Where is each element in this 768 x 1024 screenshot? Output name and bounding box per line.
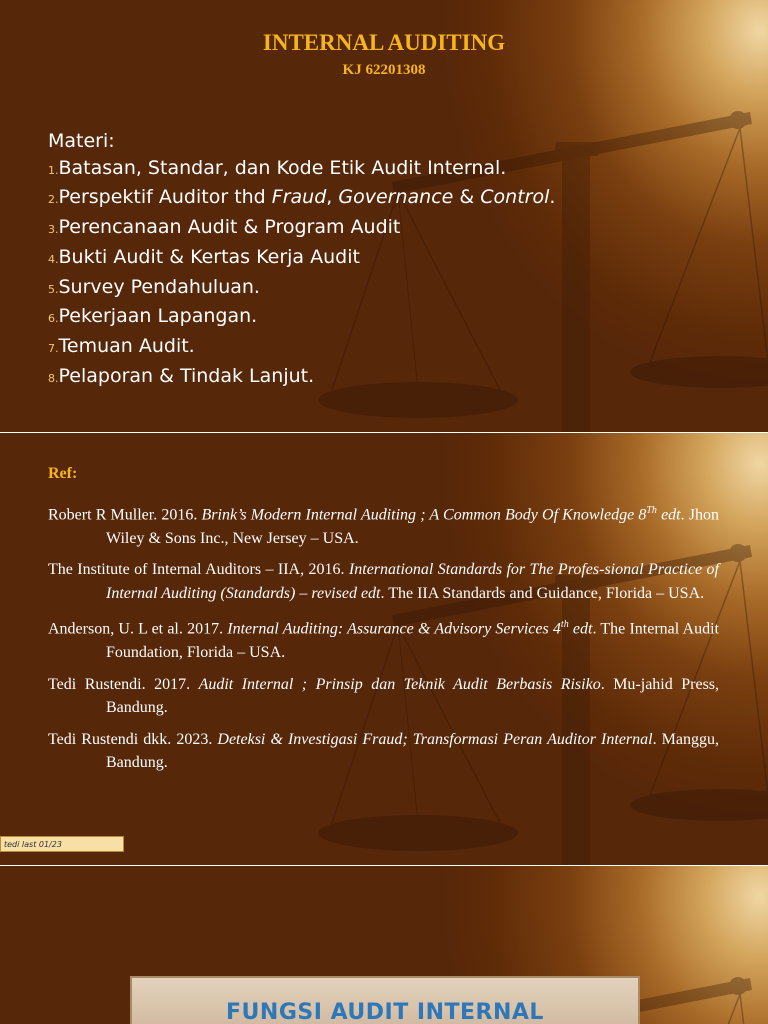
materi-item [48,155,555,185]
text-run: Perspektif Auditor thd [58,186,272,209]
text-run: Perencanaan Audit & Program Audit [58,216,401,239]
text-run: . The Internal Audit Foundation, Florida – USA. [106,620,719,662]
slide-3-title: FUNGSI AUDIT INTERNAL [226,1000,544,1024]
text-run: . Manggu, Bandung. [106,730,720,772]
item-number: 4. [48,252,59,266]
text-run: edt [568,620,593,638]
item-number: 5. [48,282,59,296]
text-run: Pekerjaan Lapangan. [58,305,258,328]
materi-item [48,274,555,304]
text-run: Robert R Muller. 2016. [48,506,202,524]
text-run: Survey Pendahuluan. [58,275,260,298]
reference-entry [48,613,719,664]
slide-title: INTERNAL AUDITING [262,30,506,55]
item-number: 7. [48,341,59,355]
text-run: Tedi Rustendi. 2017. [48,675,199,693]
reference-entry [48,728,719,775]
text-run: . Jhon Wiley & Sons Inc., New Jersey – USA. [106,506,720,547]
text-run: International Standards for The Profes-sional Practice of Internal Auditing (Standards) – revised edt [106,561,719,602]
materi-item [48,303,555,333]
materi-label: Materi: [48,130,115,152]
reference-list [48,499,719,783]
text-run: Governance [338,186,454,209]
text-run: . The IIA Standards and Guidance, Florida – USA. [380,584,705,602]
text-run: th [560,619,569,631]
slide-2 [0,433,768,865]
text-run: Fraud [271,186,327,209]
reference-entry [48,558,719,605]
text-run: Th [646,505,657,516]
materi-item [48,244,555,274]
slide-3-title-box [130,976,640,1024]
reference-entry [48,499,719,550]
text-run: , [326,186,339,209]
text-run: Control [480,186,550,209]
item-number: 2. [48,193,59,207]
item-number: 1. [48,163,59,177]
text-run: . Mu-jahid Press, Bandung. [106,675,720,717]
text-run: Deteksi & Investigasi Fraud; Transformasi Peran Auditor Internal [217,730,653,748]
text-run: Bukti Audit & Kertas Kerja Audit [58,245,360,268]
text-run: Brink’s Modern Internal Auditing ; A Common Body Of Knowledge 8 [201,506,647,524]
materi-item [48,214,555,244]
item-number: 8. [48,371,59,385]
text-run: Temuan Audit. [58,334,195,357]
materi-item [48,184,555,214]
course-code: KJ 62201308 [342,62,426,78]
materi-list [48,128,555,392]
ref-heading: Ref: [48,465,78,482]
text-run: edt [656,506,681,524]
materi-item [48,333,555,363]
materi-item [48,363,555,393]
item-number: 3. [48,223,59,237]
text-run: & [453,186,481,209]
text-run: Audit Internal ; Prinsip dan Teknik Audit Berbasis Risiko [198,675,601,693]
text-run: Batasan, Standar, dan Kode Etik Audit Internal. [58,156,507,179]
item-number: 6. [48,312,59,326]
text-run: The Institute of Internal Auditors – IIA, 2016. [48,561,349,579]
slide-1 [0,0,768,432]
text-run: Tedi Rustendi dkk. 2023. [48,730,218,748]
text-run: Pelaporan & Tindak Lanjut. [58,364,315,387]
text-run: Internal Auditing: Assurance & Advisory Services 4 [227,620,561,638]
author-stamp: tedi last 01/23 [0,836,124,852]
slide-3 [0,866,768,1024]
reference-entry [48,673,719,720]
text-run: . [549,186,556,209]
text-run: Anderson, U. L et al. 2017. [48,620,228,638]
